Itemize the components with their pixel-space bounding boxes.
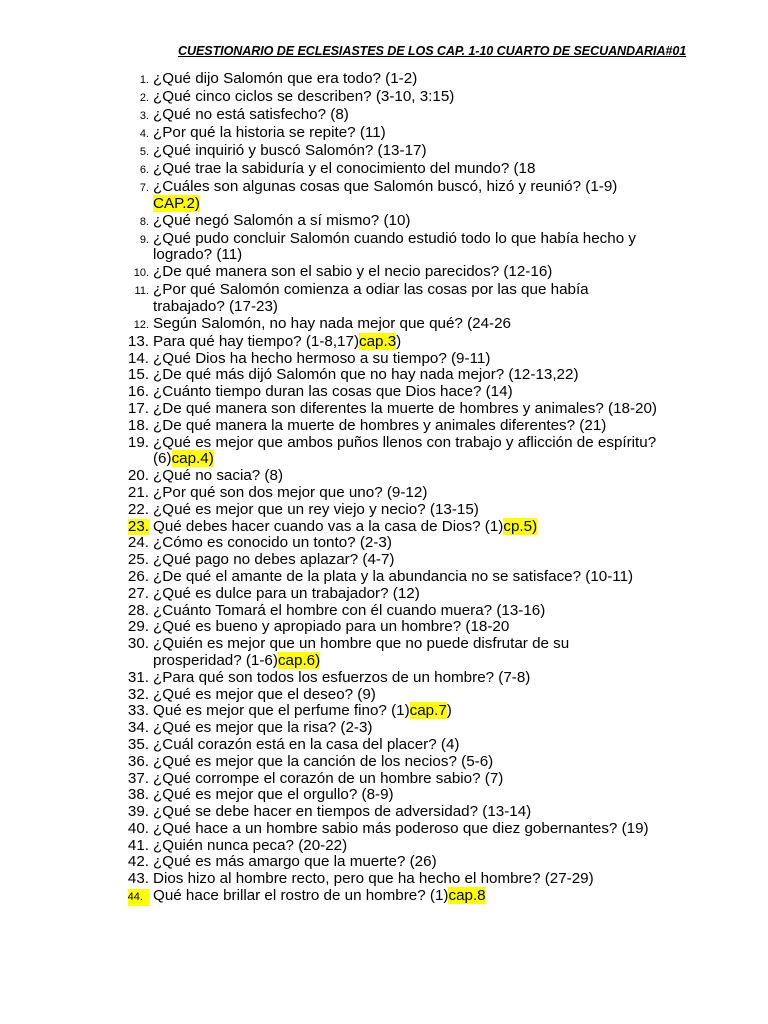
question-number: 44. — [0, 888, 153, 906]
question-number: 26. — [127, 567, 149, 585]
question-text: Dios hizo al hombre recto, pero que ha hecho el hombre? (27-29) — [153, 870, 594, 888]
question-text: ¿Cuánto tiempo duran las cosas que Dios hace? (14) — [153, 383, 513, 401]
question-text: ¿Cuánto Tomará el hombre con él cuando muera? (13-16) — [153, 601, 546, 619]
question-text: ¿Qué es mejor que la risa? (2-3) — [153, 719, 373, 737]
question-item — [0, 569, 768, 586]
question-number: 6. — [139, 164, 149, 176]
question-item — [0, 264, 768, 282]
question-item — [0, 670, 768, 687]
chapter-highlight: cap.6) — [277, 651, 321, 669]
question-number: 35. — [127, 735, 149, 753]
question-number: 19. — [127, 433, 149, 451]
question-number: 32. — [127, 685, 149, 703]
question-item — [0, 703, 768, 720]
question-number: 20. — [127, 467, 149, 485]
question-number: 7. — [139, 182, 149, 194]
question-item — [0, 351, 768, 368]
chapter-highlight: cap.3 — [359, 332, 397, 350]
question-number: 1. — [139, 74, 149, 86]
question-text: ¿Qué corrompe el corazón de un hombre sabio? (7) — [153, 769, 504, 787]
question-number: 2. — [139, 92, 149, 104]
question-item — [0, 552, 768, 569]
question-item — [0, 179, 768, 213]
chapter-highlight: CAP.2) — [153, 194, 200, 212]
question-item — [0, 231, 768, 265]
question-text: ¿Quién es mejor que un hombre que no puede disfrutar de su prosperidad? (1-6)cap.6) — [153, 635, 570, 669]
question-number: 14. — [127, 349, 149, 367]
question-number: 25. — [127, 551, 149, 569]
question-text: ¿De qué más dijó Salomón que no hay nada mejor? (12-13,22) — [153, 366, 579, 384]
question-text: ¿Cuál corazón está en la casa del placer? (4) — [153, 735, 460, 753]
question-text: ¿Qué es bueno y apropiado para un hombre? (18-20 — [153, 618, 510, 636]
question-text: ¿De qué manera son el sabio y el necio parecidos? (12-16) — [153, 263, 553, 281]
question-number: 10. — [133, 267, 149, 280]
question-number: 18. — [127, 416, 149, 434]
question-item — [0, 418, 768, 435]
question-number: 16. — [127, 383, 149, 401]
question-number: 12. — [133, 318, 149, 331]
question-number: 31. — [127, 668, 149, 686]
question-text: ¿Quién nunca peca? (20-22) — [153, 836, 348, 854]
question-text: ¿Qué cinco ciclos se describen? (3-10, 3:15) — [153, 88, 455, 105]
question-item — [0, 535, 768, 552]
question-text: ¿De qué el amante de la plata y la abundancia no se satisface? (10-11) — [153, 567, 634, 585]
question-item — [0, 367, 768, 384]
question-item — [0, 720, 768, 737]
question-item — [0, 502, 768, 519]
question-number: 8. — [139, 215, 149, 228]
question-item — [0, 89, 768, 107]
question-number: 36. — [127, 752, 149, 770]
question-item — [0, 854, 768, 871]
question-item — [0, 435, 768, 469]
question-text: ¿Qué hace a un hombre sabio más poderoso que diez gobernantes? (19) — [153, 819, 649, 837]
chapter-highlight: cap.4) — [171, 450, 214, 468]
question-item — [0, 619, 768, 636]
question-number: 5. — [139, 146, 149, 158]
question-number: 27. — [127, 584, 149, 602]
question-item — [0, 771, 768, 788]
question-number: 37. — [127, 769, 149, 787]
question-item — [0, 838, 768, 855]
question-number: 13. — [127, 332, 149, 350]
question-item — [0, 519, 768, 536]
question-text: Qué hace brillar el rostro de un hombre? (1)cap.8 — [153, 887, 486, 905]
question-number: 3. — [139, 110, 149, 122]
question-item — [0, 871, 768, 888]
question-number: 17. — [127, 399, 149, 417]
question-number: 11. — [134, 285, 149, 298]
question-number: 40. — [127, 819, 149, 837]
question-text: ¿Por qué son dos mejor que uno? (9-12) — [153, 483, 428, 501]
question-text: Qué debes hacer cuando vas a la casa de Dios? (1)cp.5) — [153, 517, 538, 535]
question-text: ¿Qué es mejor que un rey viejo y necio? (13-15) — [153, 500, 479, 518]
question-item — [0, 401, 768, 418]
question-item — [0, 161, 768, 179]
document-title: CUESTIONARIO DE ECLESIASTES DE LOS CAP. 1-10 CUARTO DE SECUANDARIA#01 — [178, 44, 687, 58]
question-text: ¿Cuáles son algunas cosas que Salomón buscó, hizó y reunió? (1-9) CAP.2) — [153, 178, 618, 212]
question-number: 22. — [127, 500, 149, 518]
question-item — [0, 468, 768, 485]
question-number: 29. — [127, 618, 149, 636]
question-item — [0, 586, 768, 603]
question-item — [0, 737, 768, 754]
question-number: 34. — [127, 719, 149, 737]
question-text: ¿Qué inquirió y buscó Salomón? (13-17) — [153, 142, 427, 159]
question-text: ¿Qué es mejor que el orgullo? (8-9) — [153, 786, 394, 804]
question-item — [0, 888, 768, 906]
question-text: Qué es mejor que el perfume fino? (1)cap.7) — [153, 702, 452, 720]
question-text: ¿De qué manera la muerte de hombres y animales diferentes? (21) — [153, 416, 607, 434]
question-text: ¿Por qué Salomón comienza a odiar las cosas por las que había trabajado? (17-23) — [153, 281, 589, 315]
question-number: 38. — [127, 786, 149, 804]
question-item — [0, 316, 768, 334]
chapter-highlight: cp.5) — [503, 517, 538, 535]
question-item — [0, 821, 768, 838]
question-text: Según Salomón, no hay nada mejor que qué? (24-26 — [153, 314, 512, 332]
question-text: ¿Qué negó Salomón a sí mismo? (10) — [153, 211, 411, 229]
question-item — [0, 787, 768, 804]
question-number: 33. — [127, 702, 149, 720]
question-list — [0, 71, 768, 906]
question-item — [0, 125, 768, 143]
question-number: 21. — [127, 483, 149, 501]
question-text: ¿Qué es mejor que el deseo? (9) — [153, 685, 376, 703]
question-item — [0, 636, 768, 670]
question-number: 39. — [127, 803, 149, 821]
question-text: ¿Qué Dios ha hecho hermoso a su tiempo? (9-11) — [153, 349, 491, 367]
question-number: 41. — [127, 836, 149, 854]
question-item — [0, 754, 768, 771]
question-text: ¿Qué dijo Salomón que era todo? (1-2) — [153, 70, 418, 87]
question-item — [0, 71, 768, 89]
question-item — [0, 485, 768, 502]
question-text: ¿Qué es más amargo que la muerte? (26) — [153, 853, 437, 871]
question-text: ¿Qué es dulce para un trabajador? (12) — [153, 584, 420, 602]
question-text: ¿Qué pudo concluir Salomón cuando estudió todo lo que había hecho y logrado? (11) — [153, 229, 636, 264]
question-text: ¿Qué es mejor que ambos puños llenos con trabajo y aflicción de espíritu? (6)cap.4) — [153, 433, 657, 468]
question-item — [0, 334, 768, 351]
question-number: 30. — [127, 635, 149, 653]
question-text: ¿Qué es mejor que la canción de los necios? (5-6) — [153, 752, 494, 770]
question-text: ¿Para qué son todos los esfuerzos de un hombre? (7-8) — [153, 668, 531, 686]
question-text: ¿De qué manera son diferentes la muerte de hombres y animales? (18-20) — [153, 399, 657, 417]
question-item — [0, 107, 768, 125]
question-text: ¿Qué no está satisfecho? (8) — [153, 106, 349, 123]
question-text: ¿Cómo es conocido un tonto? (2-3) — [153, 534, 392, 552]
question-number: 24. — [127, 534, 149, 552]
question-item — [0, 687, 768, 704]
question-item — [0, 143, 768, 161]
question-number: 9. — [139, 233, 149, 246]
question-number: 42. — [127, 853, 149, 871]
question-number: 15. — [127, 366, 149, 384]
question-item — [0, 282, 768, 316]
question-item — [0, 213, 768, 231]
question-number: 4. — [139, 128, 149, 140]
question-number: 43. — [127, 870, 149, 888]
question-text: ¿Qué pago no debes aplazar? (4-7) — [153, 551, 395, 569]
chapter-highlight: cap.7 — [409, 702, 447, 720]
question-text: ¿Qué trae la sabiduría y el conocimiento del mundo? (18 — [153, 160, 536, 177]
question-item — [0, 603, 768, 620]
question-item — [0, 804, 768, 821]
question-item — [0, 384, 768, 401]
question-text: ¿Por qué la historia se repite? (11) — [153, 124, 386, 141]
question-number: 28. — [127, 601, 149, 619]
question-text: Para qué hay tiempo? (1-8,17)cap.3) — [153, 332, 402, 350]
chapter-highlight: cap.8 — [448, 887, 486, 905]
question-text: ¿Qué se debe hacer en tiempos de adversidad? (13-14) — [153, 803, 532, 821]
question-text: ¿Qué no sacia? (8) — [153, 467, 283, 485]
question-number: 23. — [127, 517, 149, 535]
